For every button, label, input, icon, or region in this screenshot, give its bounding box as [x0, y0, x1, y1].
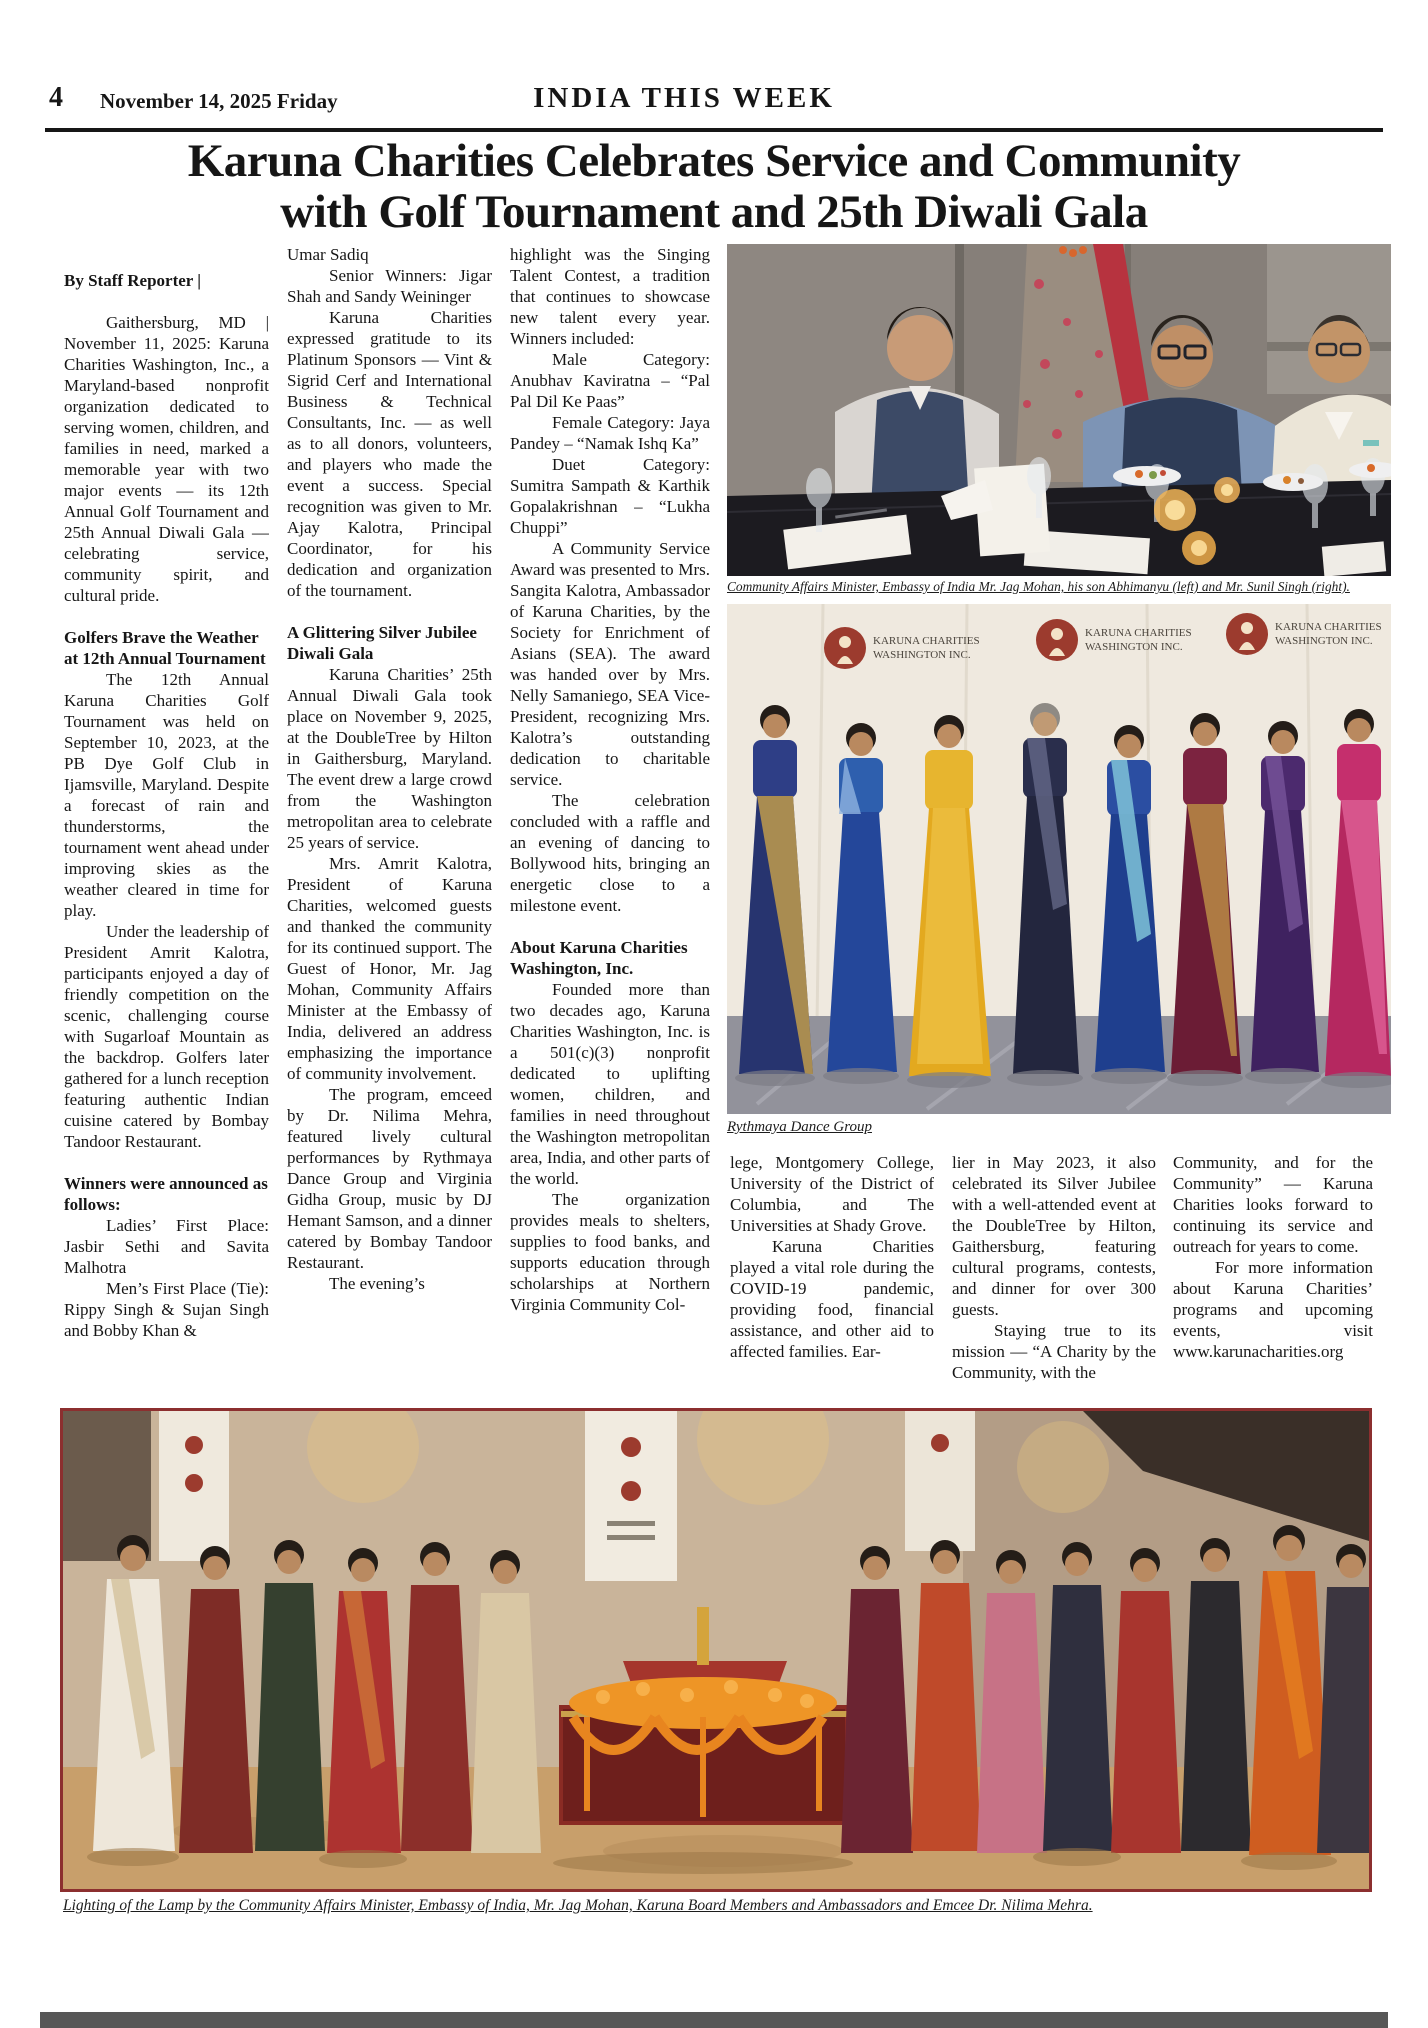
header-rule	[45, 128, 1383, 132]
section-heading: Winners were announced as follows:	[64, 1174, 268, 1214]
masthead-title: INDIA THIS WEEK	[533, 82, 835, 114]
article-paragraph: Female Category: Jaya Pandey – “Namak Ishq Ka”	[510, 413, 710, 453]
photo1-caption: Community Affairs Minister, Embassy of India Mr. Jag Mohan, his son Abhimanyu (left) and Mr. Sunil Singh (right).	[727, 579, 1350, 594]
article-column-2	[287, 244, 492, 1408]
photo-dance-group-art	[727, 604, 1391, 1114]
article-paragraph: Community, and for the Community” — Karuna Charities looks forward to continuing its service and outreach for years to come.	[1173, 1153, 1373, 1256]
article-paragraph: The evening’s	[329, 1274, 425, 1293]
page-bottom-edge	[40, 2012, 1388, 2028]
svg-text:KARUNA CHARITIES: KARUNA CHARITIES	[1275, 621, 1382, 633]
article-paragraph: Mrs. Amrit Kalotra, President of Karuna Charities, welcomed guests and thanked the community for its continued support. The Guest of Honor, Mr. Jag Mohan, Community Affairs Minister at the Embassy of India, delivered an address emphasizing the importance of community involvement.	[287, 854, 492, 1083]
byline: By Staff Reporter |	[64, 271, 202, 290]
article-paragraph: Male Category: Anubhav Kaviratna – “Pal Pal Dil Ke Paas”	[510, 350, 710, 411]
section-heading: Golfers Brave the Weather at 12th Annual Tournament	[64, 628, 266, 668]
photo2-caption: Rythmaya Dance Group	[727, 1119, 872, 1135]
article-paragraph: Gaithersburg, MD | November 11, 2025: Karuna Charities Washington, Inc., a Maryland-based nonprofit organization dedicated to serving women, children, and families in need, marked a memorable year with two major events — its 12th Annual Golf Tournament and 25th Annual Diwali Gala — celebrating service, community spirit, and cultural pride.	[64, 313, 269, 605]
svg-text:WASHINGTON INC.: WASHINGTON INC.	[1275, 635, 1373, 647]
article-paragraph: Karuna Charities expressed gratitude to its Platinum Sponsors — Vint & Sigrid Cerf and International Business & Technical Consultants, Inc. — as well as to all donors, volunteers, and players who made the event a success. Special recognition was given to Mr. Ajay Kalotra, Principal Coordinator, for his dedication and organization of the tournament.	[287, 308, 492, 600]
svg-text:KARUNA CHARITIES: KARUNA CHARITIES	[873, 635, 980, 647]
issue-date: November 14, 2025 Friday	[100, 89, 338, 113]
section-heading: About Karuna Charities Washington, Inc.	[510, 938, 688, 978]
article-paragraph: Duet Category: Sumitra Sampath & Karthik Gopalakrishnan – “Lukha Chuppi”	[510, 455, 710, 537]
article-column-3	[510, 244, 710, 1408]
article-paragraph: Under the leadership of President Amrit Kalotra, participants enjoyed a day of friendly competition on the scenic, challenging course with Sugarloaf Mountain as the backdrop. Golfers later gathered for a lunch reception featuring authentic Indian cuisine catered by Bombay Tandoor Restaurant.	[64, 922, 269, 1151]
article-paragraph: Senior Winners: Jigar Shah and Sandy Weininger	[287, 266, 492, 306]
article-paragraph: Karuna Charities’ 25th Annual Diwali Gala took place on November 9, 2025, at the DoubleTree by Hilton in Gaithersburg, Maryland. The event drew a large crowd from the Washington metropolitan area to celebrate 25 years of service.	[287, 665, 492, 852]
article-paragraph: highlight was the Singing Talent Contest, a tradition that continues to showcase new talent every year. Winners included:	[510, 245, 710, 348]
article-column-5	[952, 1152, 1156, 1404]
svg-text:WASHINGTON INC.: WASHINGTON INC.	[873, 649, 971, 661]
photo-lamp-lighting-art	[63, 1411, 1369, 1889]
section-heading: A Glittering Silver Jubilee Diwali Gala	[287, 623, 477, 663]
article-paragraph: The celebration concluded with a raffle and an evening of dancing to Bollywood hits, bringing an energetic close to a milestone event.	[510, 791, 710, 915]
svg-text:WASHINGTON INC.: WASHINGTON INC.	[1085, 641, 1183, 653]
photo-dance-group	[727, 604, 1391, 1114]
article-column-1	[64, 240, 269, 1408]
article-paragraph: Ladies’ First Place: Jasbir Sethi and Savita Malhotra	[64, 1216, 269, 1277]
article-paragraph: The program, emceed by Dr. Nilima Mehra, featured lively cultural performances by Rythmaya Dance Group and Virginia Gidha Group, music by DJ Hemant Samson, and a dinner catered by Bombay Tandoor Restaurant.	[287, 1085, 492, 1272]
article-paragraph: The 12th Annual Karuna Charities Golf Tournament was held on September 10, 2023, at the PB Dye Golf Club in Ijamsville, Maryland. Despite a forecast of rain and thunderstorms, the tournament went ahead under improving skies as the weather cleared in time for play.	[64, 670, 269, 920]
page-number: 4	[49, 82, 63, 113]
article-paragraph: lege, Montgomery College, University of the District of Columbia, and The Universities at Shady Grove.	[730, 1153, 934, 1235]
article-paragraph: Karuna Charities played a vital role during the COVID-19 pandemic, providing food, financial assistance, and other aid to affected families. Ear-	[730, 1237, 934, 1361]
article-paragraph: Men’s First Place (Tie): Rippy Singh & Sujan Singh and Bobby Khan &	[64, 1279, 269, 1340]
headline-line-2: with Golf Tournament and 25th Diwali Gala	[280, 186, 1148, 238]
photo3-caption: Lighting of the Lamp by the Community Affairs Minister, Embassy of India, Mr. Jag Mohan, Karuna Board Members and Ambassadors and Emcee Dr. Nilima Mehra.	[63, 1897, 1093, 1914]
article-paragraph: Staying true to its mission — “A Charity by the Community, with the	[952, 1321, 1156, 1382]
photo-lamp-lighting	[60, 1408, 1372, 1892]
article-paragraph: A Community Service Award was presented to Mrs. Sangita Kalotra, Ambassador of Karuna Charities, by the Society for Enrichment of Asians (SEA). The award was handed over by Mrs. Nelly Samaniego, SEA Vice-President, recognizing Mrs. Kalotra’s outstanding dedication to charitable service.	[510, 539, 710, 789]
photo-dinner-table	[727, 244, 1391, 576]
article-paragraph: Founded more than two decades ago, Karuna Charities Washington, Inc. is a 501(c)(3) nonprofit dedicated to uplifting women, children, and families in need throughout the Washington metropolitan area, India, and other parts of the world.	[510, 980, 710, 1188]
svg-text:KARUNA CHARITIES: KARUNA CHARITIES	[1085, 627, 1192, 639]
article-column-4	[730, 1152, 934, 1404]
article-paragraph: lier in May 2023, it also celebrated its Silver Jubilee with a well-attended event at the DoubleTree by Hilton, Gaithersburg, featuring cultural programs, contests, and dinner for over 300 guests.	[952, 1153, 1156, 1319]
article-headline	[40, 136, 1388, 238]
article-paragraph: For more information about Karuna Charities’ programs and upcoming events, visit www.karunacharities.org	[1173, 1258, 1373, 1361]
photo-dinner-table-art	[727, 244, 1391, 576]
article-column-6	[1173, 1152, 1373, 1404]
headline-line-1: Karuna Charities Celebrates Service and Community	[187, 135, 1241, 187]
article-paragraph: The organization provides meals to shelters, supplies to food banks, and supports education through scholarships at Northern Virginia Community Col-	[510, 1190, 710, 1314]
article-paragraph: Umar Sadiq	[287, 245, 369, 264]
